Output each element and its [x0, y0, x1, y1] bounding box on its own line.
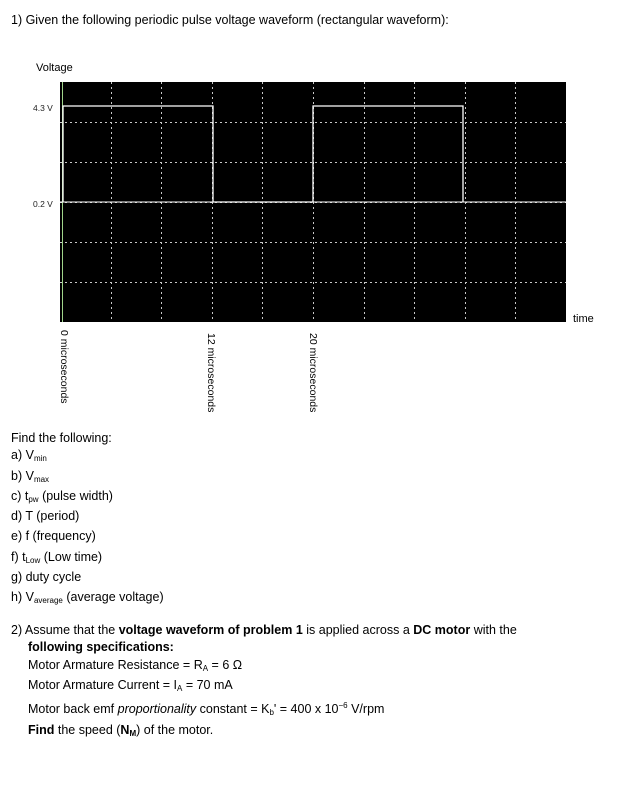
- list-item: h) $V_{average}$ (average voltage): [11, 590, 164, 606]
- problem2-current: Motor Armature Current = $I_A = 70$ mA: [28, 677, 233, 693]
- list-item: a) $V_{min}$: [11, 448, 47, 464]
- x-tick-label-12us: 12 microseconds: [205, 333, 217, 413]
- y-tick-low: 0.2 V: [33, 199, 53, 209]
- x-axis-label: time: [573, 313, 594, 325]
- problem2-emf-constant: Motor back emf proportionality constant = $K_b' = 400$ x $10^{-6}$ V/rpm: [28, 701, 385, 718]
- y-axis-label: Voltage: [36, 62, 73, 74]
- problem2-find: Find the speed $(N_M)$ of the motor.: [28, 722, 214, 738]
- list-item: f) $t_{Low}$ (Low time): [11, 549, 103, 565]
- problem1-title: 1) Given the following periodic pulse voltage waveform (rectangular waveform):: [11, 13, 449, 27]
- list-item: e) f (frequency): [11, 529, 96, 544]
- list-item: g) duty cycle: [11, 570, 82, 585]
- find-list: [11, 430, 164, 610]
- waveform-chart: [60, 82, 566, 322]
- problem2-line2: following specifications:: [28, 640, 174, 655]
- list-item: c) $t_{pw}$ (pulse width): [11, 488, 113, 504]
- list-item: b) $V_{max}$: [11, 468, 50, 484]
- y-tick-high: 4.3 V: [33, 103, 53, 113]
- problem2: [11, 622, 517, 742]
- x-tick-label-0us: 0 microseconds: [58, 330, 70, 404]
- find-intro: Find the following:: [11, 431, 112, 445]
- problem2-resistance: Motor Armature Resistance = $R_A = 6$ Ω: [28, 657, 243, 673]
- list-item: d) T (period): [11, 509, 80, 524]
- problem2-line1: 2) Assume that the voltage waveform of problem 1 is applied across a DC motor with the: [11, 623, 517, 637]
- x-tick-label-20us: 20 microseconds: [307, 333, 319, 413]
